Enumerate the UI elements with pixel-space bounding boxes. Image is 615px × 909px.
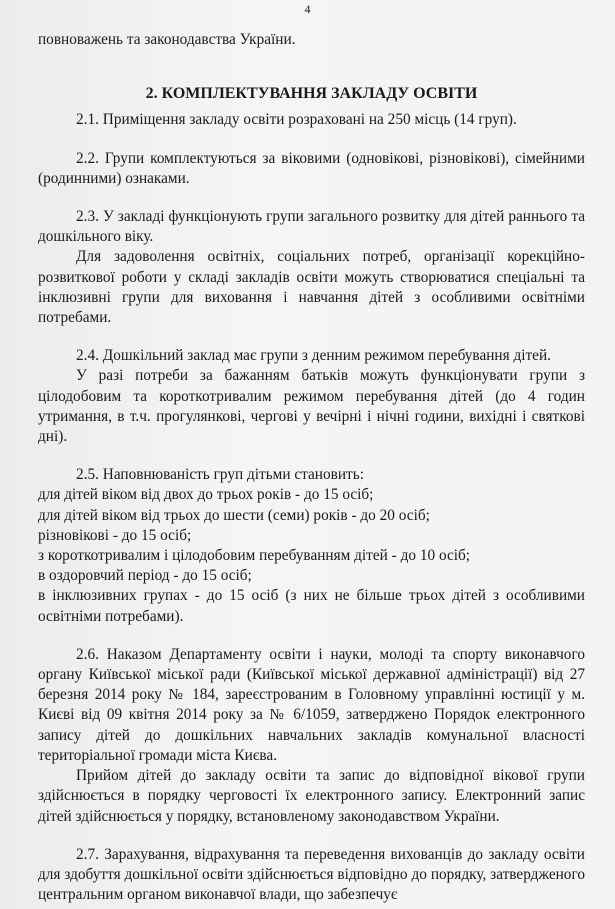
section-title: 2. КОМПЛЕКТУВАННЯ ЗАКЛАДУ ОСВІТИ	[145, 85, 478, 103]
paragraph-2-7: 2.7. Зарахування, відрахування та переведення вихованців до закладу освіти для здобуття дошкільної освіти здійснюється відповідно до порядку, затвердженого центральним органом виконавчої влади, що забезпечує	[38, 845, 585, 904]
list-item: різновікові - до 15 осіб;	[38, 526, 192, 544]
page-number: 4	[304, 2, 311, 16]
list-item: з короткотривалим і цілодобовим перебуванням дітей - до 10 осіб;	[38, 547, 471, 565]
list-item: в оздоровчий період - до 15 осіб;	[38, 567, 252, 585]
paragraph-2-1: 2.1. Приміщення закладу освіти розраховані на 250 місць (14 груп).	[76, 111, 517, 129]
paragraph-2-6: 2.6. Наказом Департаменту освіти і науки, молоді та спорту виконавчого органу Київської міської ради (Київської міської державної адміністрації) від 27 березня 2014 року № 184, зареєстрованим в Головному управлінні юстиції у м. Києві від 09 квітня 2014 року за № 6/1059, затверджено Порядок електронного запису дітей до дошкільних навчальних закладів комунальної власності територіальної громади міста Києва.	[38, 645, 585, 764]
paragraph-2-5: 2.5. Наповнюваність груп дітьми становить:	[76, 466, 364, 484]
list-item: в інклюзивних групах - до 15 осіб (з них не більше трьох дітей з особливими освітніми потребами).	[38, 587, 585, 625]
paragraph-2-4-continued: У разі потреби за бажанням батьків можуть функціонувати групи з цілодобовим та короткотривалим режимом перебування дітей (до 4 годин утримання, в т.ч. прогулянкові, чергові у вечірні і нічні години, вихідні і святкові дні).	[38, 367, 585, 446]
list-item: для дітей віком від трьох до шести (семи) років - до 20 осіб;	[38, 506, 430, 524]
document-body	[38, 30, 585, 905]
paragraph-2-3: 2.3. У закладі функціонують групи загального розвитку для дітей раннього та дошкільного віку.	[38, 208, 585, 246]
paragraph-2-2: 2.2. Групи комплектуються за віковими (одновікові, різновікові), сімейними (родинними) ознаками.	[38, 149, 585, 187]
paragraph-2-6-continued: Прийом дітей до закладу освіти та запис до відповідної вікової групи здійснюється в порядку черговості їх електронного запису. Електронний запис дітей здійснюється у порядку, встановленому законодавством України.	[38, 767, 585, 825]
intro-line: повноважень та законодавства України.	[38, 31, 296, 48]
paragraph-2-4: 2.4. Дошкільний заклад має групи з денним режимом перебування дітей.	[76, 347, 551, 365]
list-item: для дітей віком від двох до трьох років - до 15 осіб;	[38, 486, 374, 504]
paragraph-2-3-continued: Для задоволення освітніх, соціальних потреб, організації корекційно-розвиткової роботи у складі закладів освіти можуть створюватися спеціальні та інклюзивні групи для виховання і навчання дітей з особливими освітніми потребами.	[38, 248, 585, 327]
